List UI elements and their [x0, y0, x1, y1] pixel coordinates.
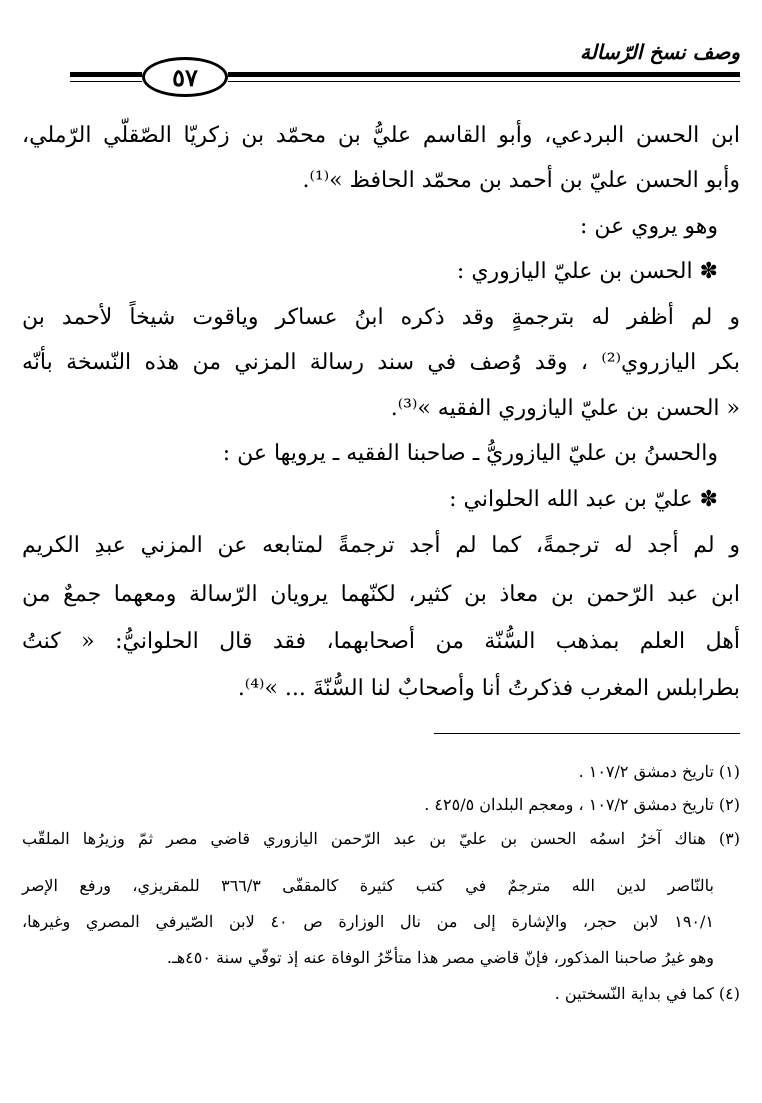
text-line: و لم أجد له ترجمةً، كما لم أجد ترجمةً لمتابعه عن المزني عبدِ الكريم — [22, 533, 740, 558]
header-rule-thick — [228, 72, 740, 77]
footnote: (٤) كما في بداية النّسختين . — [554, 984, 740, 1003]
page-number: ٥٧ — [172, 62, 198, 92]
text-line: وأبو الحسن عليّ بن أحمد بن محمّد الحافظ »⁽¹⁾. — [302, 168, 740, 193]
text-line: وهو يروي عن : — [580, 214, 718, 239]
footnote: (٣) هناك آخرُ اسمُه الحسن بن عليّ بن عبد الرّحمن اليازوري قاضي مصر ثمّ وزيرُها الملقّب — [22, 829, 740, 848]
header-rule-thin — [228, 81, 740, 82]
header-rule-left-thick — [70, 72, 142, 77]
footnote-continuation: وهو غيرُ صاحبنا المذكور، فإنّ قاضي مصر هذا متأخّرُ الوفاة عنه إذ توفّي سنة ٤٥٠هـ. — [166, 948, 714, 967]
running-header-title: وصف نسخ الرّسالة — [580, 40, 740, 64]
footnote-separator — [434, 733, 740, 734]
footnote: (٢) تاريخ دمشق ١٠٧/٢ ، ومعجم البلدان ٤٢٥/٥ . — [424, 795, 740, 814]
text-line: « الحسن بن عليّ اليازوري الفقيه »⁽³⁾. — [390, 396, 740, 421]
section-heading: ✽ عليّ بن عبد الله الحلواني : — [449, 487, 718, 512]
section-heading: ✽ الحسن بن عليّ اليازوري : — [456, 259, 718, 284]
page-number-badge — [142, 57, 228, 97]
text-line: و لم أظفر له بترجمةٍ وقد ذكره ابنُ عساكر وياقوت شيخاً لأحمد بن — [22, 305, 740, 330]
text-line: ابن عبد الرّحمن بن معاذ بن كثير، لكنّهما يرويان الرّسالة ومعهما جمعٌ من — [22, 582, 740, 607]
text-line: بطرابلس المغرب فذكرتُ أنا وأصحابٌ لنا السُّنّةَ ... »⁽⁴⁾. — [237, 676, 740, 701]
text-line: والحسنُ بن عليّ اليازوريُّ ـ صاحبنا الفقيه ـ يرويها عن : — [222, 441, 718, 466]
header-rule-left-thin — [70, 81, 142, 82]
footnote-continuation: ١٩٠/١ لابن حجر، والإشارة إلى من نال الوزارة ص ٤٠ لابن الصّيرفي المصري وغيرها، — [22, 912, 714, 931]
text-line: ابن الحسن البردعي، وأبو القاسم عليُّ بن محمّد بن زكريّا الصّقلّي الرّملي، — [22, 123, 740, 148]
footnote-continuation: بالنّاصر لدين الله مترجمٌ في كتب كثيرة كالمقفّى ٣٦٦/٣ للمقريزي، ورفع الإصر — [22, 876, 715, 895]
text-line: بكر اليازروي⁽²⁾ ، وقد وُصف في سند رسالة المزني من هذه النّسخة بأنّه — [22, 350, 741, 375]
footnote: (١) تاريخ دمشق ١٠٧/٢ . — [578, 762, 740, 781]
text-line: أهل العلم بمذهب السُّنّة من أصحابهما، فقد قال الحلوانيُّ: « كنتُ — [22, 629, 740, 654]
